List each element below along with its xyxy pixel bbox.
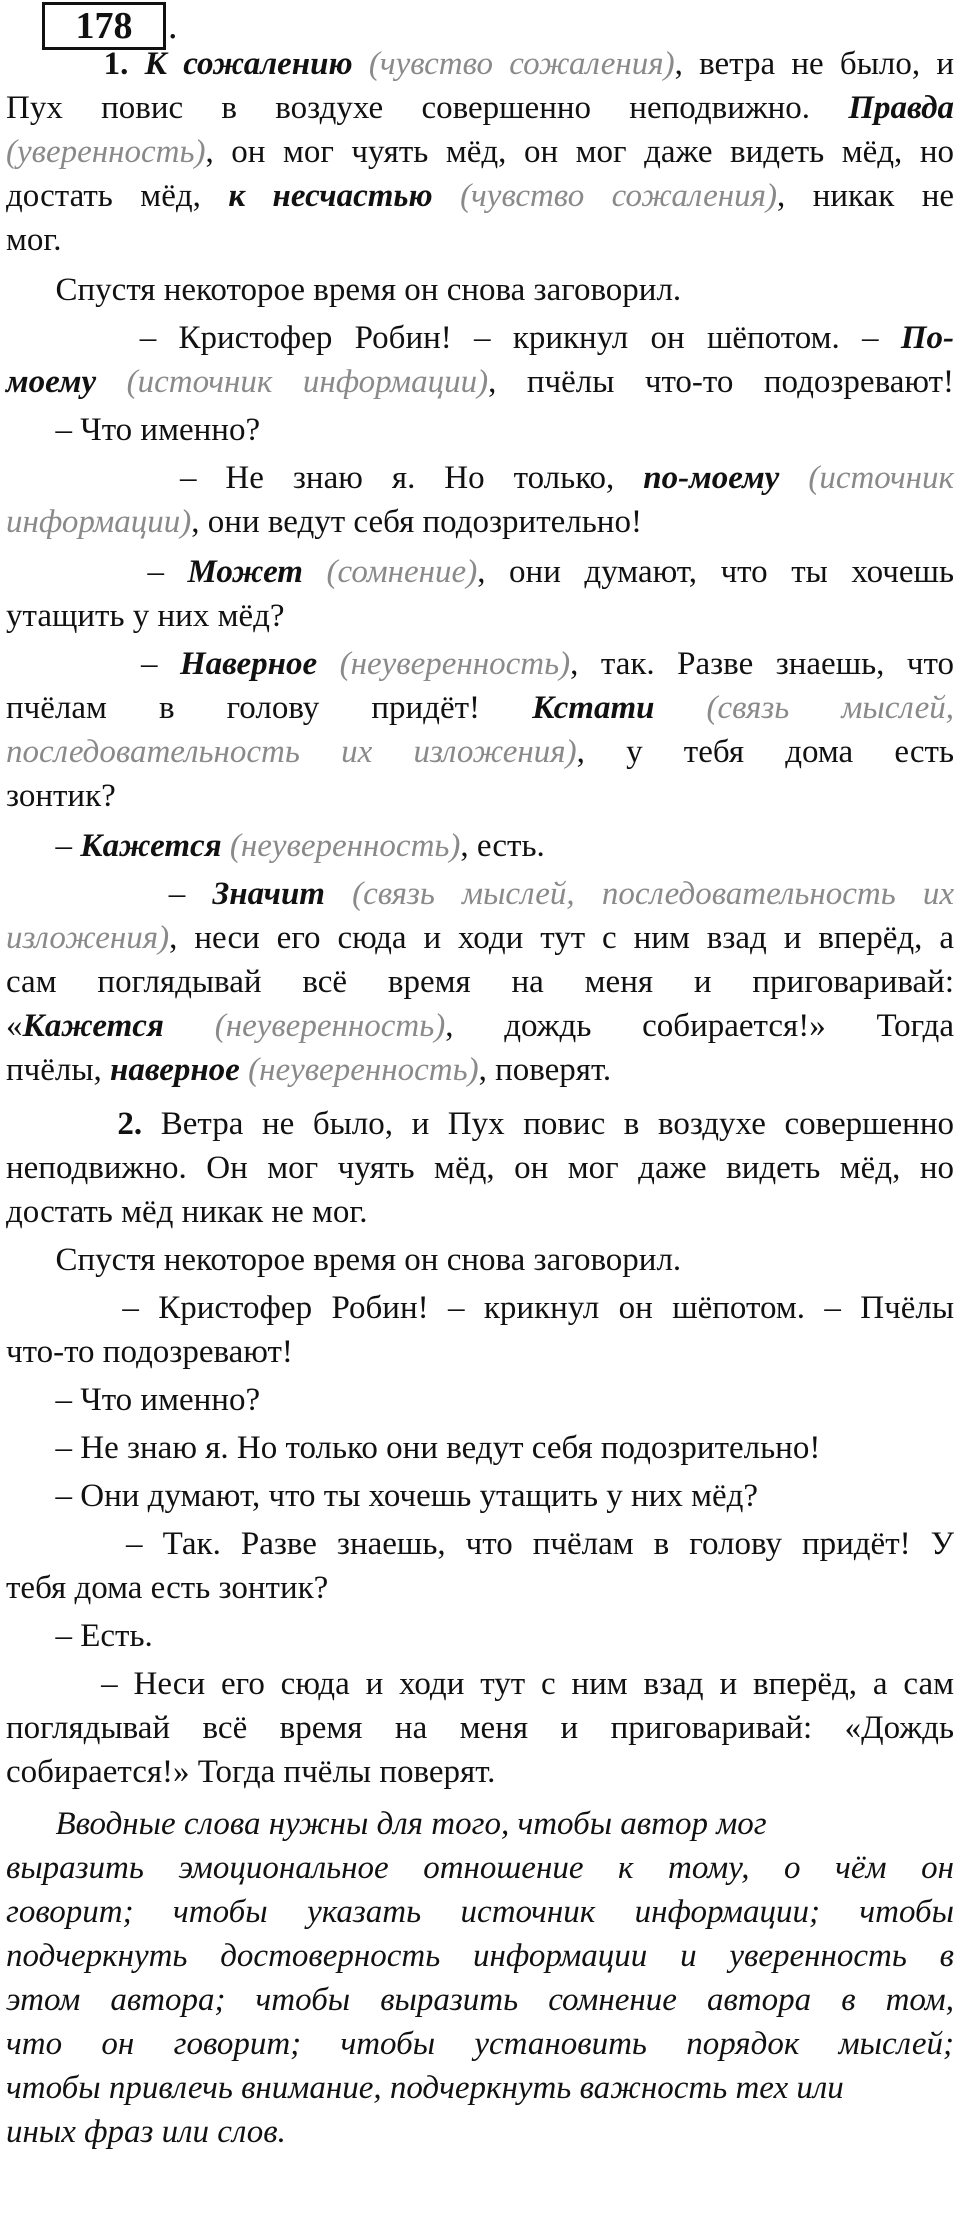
introductory-word: Кстати <box>532 690 655 726</box>
text-line <box>6 1980 954 2020</box>
introductory-word: по-моему <box>643 460 780 496</box>
text-line <box>6 362 954 402</box>
text-run: – Так. Разве знаешь, что пчёлам в голову придёт! У <box>6 1526 954 1562</box>
text-line <box>6 1476 954 1516</box>
text-line <box>6 1752 954 1792</box>
text-run: пчёлы, <box>6 1052 111 1088</box>
text-line <box>6 1568 954 1608</box>
text-run: – Кристофер Робин! – крикнул он шёпотом. – <box>6 320 901 356</box>
conclusion-text: иных фраз или слов. <box>6 2114 286 2150</box>
text-line <box>6 1006 954 1046</box>
text-run: – Есть. <box>6 1618 153 1654</box>
text-line <box>6 1936 954 1976</box>
text-line <box>6 1804 954 1844</box>
text-line <box>6 918 954 958</box>
meaning-note: (связь мыслей, <box>706 690 955 726</box>
text-run <box>222 828 230 864</box>
text-run: , никак не <box>776 178 954 214</box>
text-run: – Что именно? <box>6 1382 261 1418</box>
meaning-note: (чувство сожаления) <box>368 46 675 82</box>
conclusion-text: чтобы привлечь внимание, подчеркнуть важность тех или <box>6 2070 844 2106</box>
text-run: , поверят. <box>478 1052 612 1088</box>
text-line <box>6 1288 954 1328</box>
text-line <box>6 1708 954 1748</box>
text-line <box>6 88 954 128</box>
introductory-word: Значит <box>212 876 325 912</box>
task-number-box <box>42 2 166 50</box>
text-run <box>164 1008 215 1044</box>
conclusion-text: что он говорит; чтобы установить порядок мыслей; <box>6 2026 954 2062</box>
conclusion-text: выразить эмоциональное отношение к тому, о чём он <box>6 1850 954 1886</box>
introductory-word: моему <box>6 364 97 400</box>
text-line <box>6 1380 954 1420</box>
meaning-note: (неуверенность) <box>214 1008 446 1044</box>
text-run: – Они думают, что ты хочешь утащить у них мёд? <box>6 1478 759 1514</box>
text-line <box>6 2112 954 2152</box>
introductory-word: наверное <box>110 1052 240 1088</box>
meaning-note: (неуверенность) <box>339 646 571 682</box>
text-run: , они думают, что ты хочешь <box>477 554 954 590</box>
text-run: , ветра не было, и <box>674 46 955 82</box>
text-run: Ветра не было, и Пух повис в воздухе совершенно <box>142 1106 954 1142</box>
text-line <box>6 874 954 914</box>
text-line <box>6 2024 954 2064</box>
text-run <box>240 1052 248 1088</box>
text-run: , так. Разве знаешь, что <box>570 646 954 682</box>
introductory-word: К сожалению <box>144 46 353 82</box>
text-line <box>6 502 954 542</box>
task-number-dot: . <box>168 5 178 47</box>
text-run: – Кристофер Робин! – крикнул он шёпотом. – Пчёлы <box>6 1290 954 1326</box>
text-line <box>6 1332 954 1372</box>
text-run <box>6 1106 117 1142</box>
meaning-note: (уверенность) <box>6 134 206 170</box>
text-run: пчёлам в голову придёт! <box>6 690 533 726</box>
text-run: тебя дома есть зонтик? <box>6 1570 329 1606</box>
text-run <box>433 178 460 214</box>
text-run <box>317 646 340 682</box>
text-line <box>6 596 954 636</box>
text-run: Спустя некоторое время он снова заговорил. <box>6 1242 682 1278</box>
text-run: , он мог чуять мёд, он мог даже видеть мёд, но <box>205 134 954 170</box>
text-line <box>6 1192 954 1232</box>
conclusion-text: этом автора; чтобы выразить сомнение автора в том, <box>6 1982 954 2018</box>
text-run: зонтик? <box>6 778 116 814</box>
text-run: – <box>6 876 213 912</box>
text-run <box>779 460 808 496</box>
text-run: – Что именно? <box>6 412 261 448</box>
text-line <box>6 552 954 592</box>
conclusion-text: подчеркнуть достоверность информации и уверенность в <box>6 1938 954 1974</box>
text-line <box>6 410 954 450</box>
text-run: – Не знаю я. Но только они ведут себя подозрительно! <box>6 1430 821 1466</box>
text-run: – <box>6 646 180 682</box>
text-line <box>6 1240 954 1280</box>
introductory-word: Может <box>187 554 303 590</box>
text-run: утащить у них мёд? <box>6 598 285 634</box>
meaning-note: (неуверенность) <box>248 1052 479 1088</box>
text-run: поглядывай всё время на меня и приговаривай: «Дождь <box>6 1710 954 1746</box>
text-run: – <box>6 554 188 590</box>
meaning-note: (неуверенность) <box>229 828 461 864</box>
introductory-word: Кажется <box>22 1008 164 1044</box>
text-line <box>6 1148 954 1188</box>
text-run: достать мёд никак не мог. <box>6 1194 368 1230</box>
text-line <box>6 1616 954 1656</box>
introductory-word: Кажется <box>80 828 222 864</box>
introductory-word: Наверное <box>180 646 318 682</box>
text-run <box>325 876 352 912</box>
text-run: , у тебя дома есть <box>576 734 954 770</box>
text-run: Пух повис в воздухе совершенно неподвижно. <box>6 90 849 126</box>
meaning-note: информации) <box>6 504 192 540</box>
text-run: « <box>6 1008 23 1044</box>
text-run: – <box>6 828 81 864</box>
text-run: – Неси его сюда и ходи тут с ним взад и вперёд, а сам <box>6 1666 954 1702</box>
meaning-note: (сомнение) <box>326 554 478 590</box>
text-line <box>6 1892 954 1932</box>
text-run: сам поглядывай всё время на меня и приговаривай: <box>6 964 954 1000</box>
text-line <box>6 458 954 498</box>
meaning-note: последовательность их изложения) <box>6 734 577 770</box>
text-line <box>6 962 954 1002</box>
text-line <box>6 776 954 816</box>
text-run <box>96 364 126 400</box>
introductory-word: По- <box>900 320 954 356</box>
text-run: Спустя некоторое время он снова заговорил. <box>6 272 682 308</box>
meaning-note: изложения) <box>6 920 170 956</box>
text-line <box>6 1524 954 1564</box>
meaning-note: (связь мыслей, последовательность их <box>352 876 955 912</box>
part-number: 2. <box>117 1106 143 1142</box>
text-line <box>6 1664 954 1704</box>
text-run: – Не знаю я. Но только, <box>6 460 644 496</box>
text-line <box>6 644 954 684</box>
text-run: , дождь собирается!» Тогда <box>445 1008 954 1044</box>
text-line <box>6 2068 954 2108</box>
introductory-word: Правда <box>848 90 954 126</box>
text-run: что-то подозревают! <box>6 1334 293 1370</box>
text-line <box>6 220 954 260</box>
text-line <box>6 270 954 310</box>
text-line <box>6 1050 954 1090</box>
text-run: , пчёлы что-то подозревают! <box>488 364 954 400</box>
text-run <box>6 46 104 82</box>
task-number: 178 <box>75 5 133 47</box>
text-line <box>6 688 954 728</box>
text-run <box>303 554 327 590</box>
text-run <box>353 46 369 82</box>
text-line <box>6 176 954 216</box>
text-line <box>6 732 954 772</box>
text-line <box>6 44 954 84</box>
text-line <box>6 826 954 866</box>
text-line <box>6 1848 954 1888</box>
meaning-note: (источник информации) <box>126 364 489 400</box>
text-run: , неси его сюда и ходи тут с ним взад и вперёд, а <box>169 920 954 956</box>
meaning-note: (чувство сожаления) <box>460 178 777 214</box>
text-line <box>6 1428 954 1468</box>
conclusion-text: говорит; чтобы указать источник информации; чтобы <box>6 1894 954 1930</box>
introductory-word: к несчастью <box>228 178 433 214</box>
text-line <box>6 318 954 358</box>
text-line <box>6 132 954 172</box>
text-run: , они ведут себя подозрительно! <box>191 504 642 540</box>
part-number: 1. <box>103 46 145 82</box>
text-run <box>654 690 706 726</box>
text-run: мог. <box>6 222 62 258</box>
text-run: собирается!» Тогда пчёлы поверят. <box>6 1754 496 1790</box>
conclusion-text: Вводные слова нужны для того, чтобы автор мог <box>6 1806 767 1842</box>
text-run: достать мёд, <box>6 178 229 214</box>
text-run: , есть. <box>460 828 545 864</box>
text-run: неподвижно. Он мог чуять мёд, он мог даже видеть мёд, но <box>6 1150 954 1186</box>
meaning-note: (источник <box>808 460 954 496</box>
text-line <box>6 1104 954 1144</box>
